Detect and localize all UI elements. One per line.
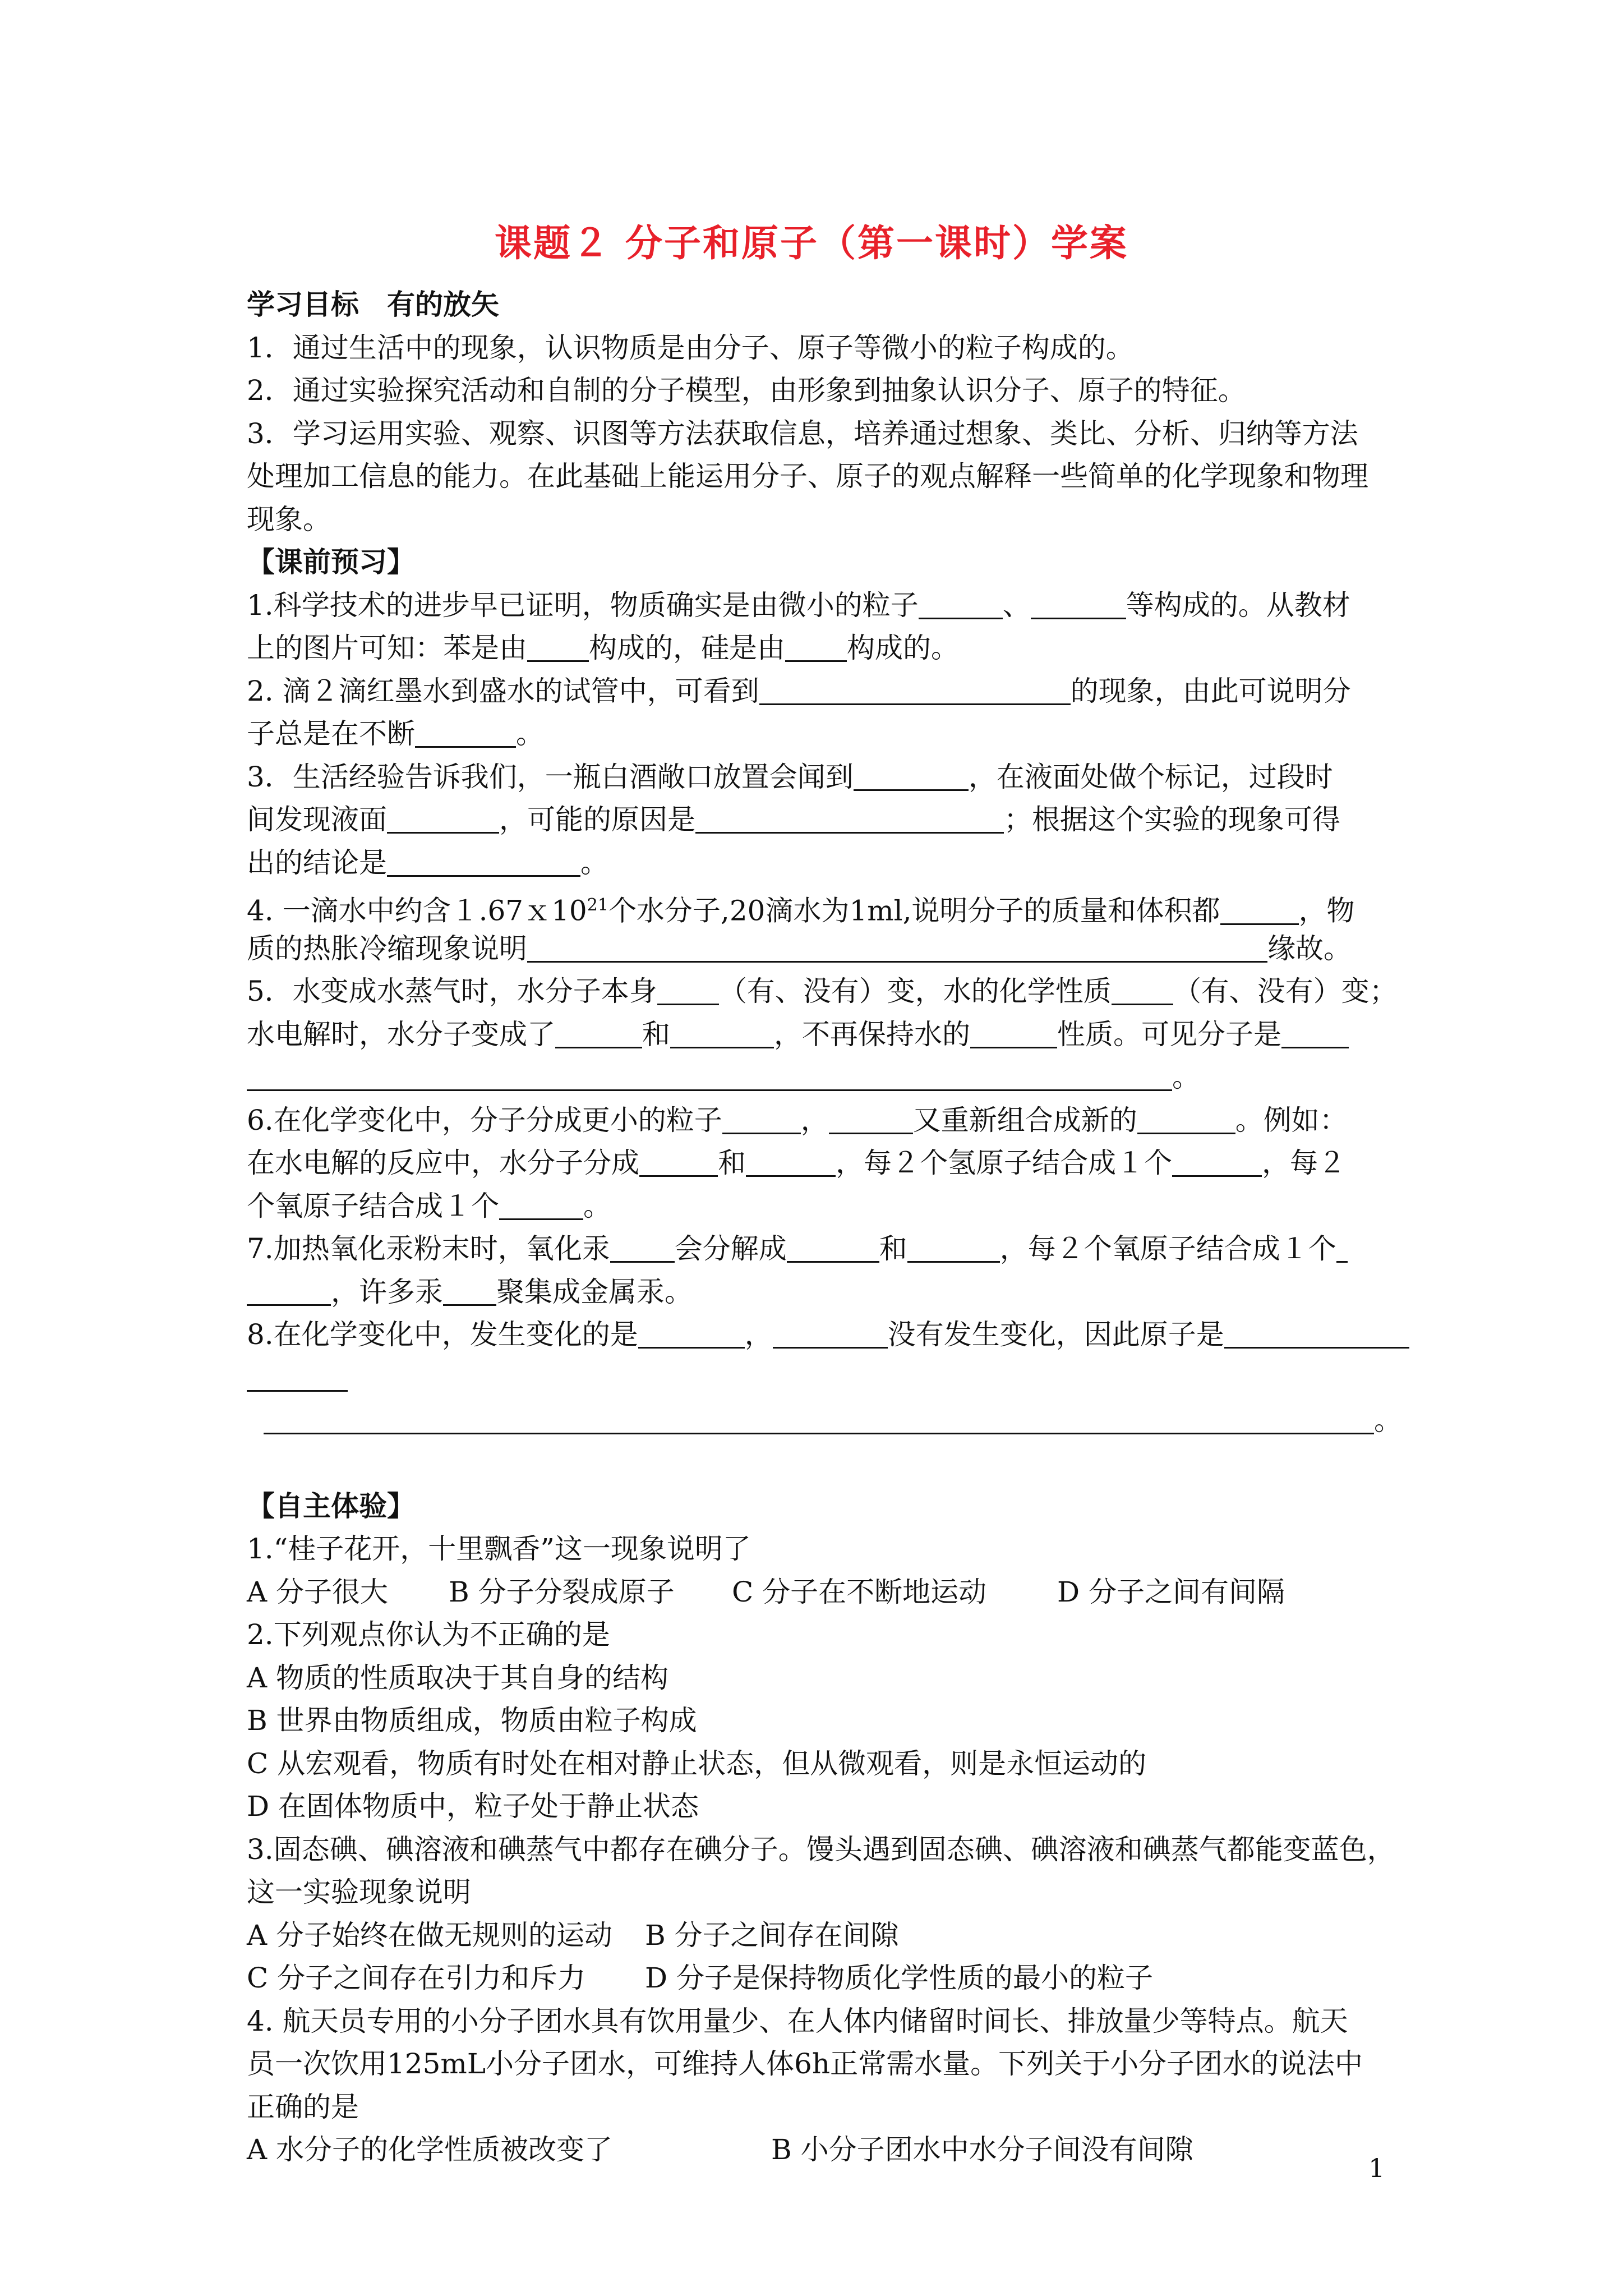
self-test-q3: 3.固态碘、碘溶液和碘蒸气中都存在碘分子。馒头遇到固态碘、碘溶液和碘蒸气都能变蓝色，: [247, 1833, 1395, 1866]
preview-q7-line1: [247, 1227, 1581, 1271]
answer-blank[interactable]: [695, 803, 1004, 834]
answer-blank[interactable]: [247, 1361, 348, 1392]
preview-q3-line1: [247, 756, 1581, 799]
question-text: 聚集成金属汞。: [496, 1275, 693, 1308]
question-text: 。例如：: [1235, 1103, 1348, 1137]
objective-line: 2．通过实验探究活动和自制的分子模型，由形象到抽象认识分子、原子的特征。: [247, 374, 1246, 407]
answer-blank[interactable]: [785, 631, 847, 662]
question-text: 。: [580, 846, 608, 879]
preview-q1-line1: [247, 584, 1581, 627]
question-text: 性质。可见分子是: [1057, 1018, 1281, 1051]
question-text: 构成的。: [847, 632, 959, 664]
option[interactable]: D 在固体物质中，粒子处于静止状态: [247, 1790, 699, 1823]
question-text: ，物: [1298, 894, 1355, 927]
answer-blank[interactable]: [387, 846, 580, 877]
self-test-q3-options-row2: [247, 1957, 1581, 2000]
answer-blank[interactable]: [247, 1275, 331, 1306]
question-text: （有、没有）变，水的化学性质: [718, 975, 1112, 1007]
preview-q8-line1: [247, 1313, 1581, 1356]
preview-heading: 【课前预习】: [247, 545, 415, 578]
page-number: 1: [1368, 2153, 1385, 2183]
question-text: 。: [1172, 1061, 1200, 1093]
question-text: ，每２个氧原子结合成１个: [999, 1232, 1336, 1265]
answer-blank[interactable]: [829, 1103, 913, 1134]
question-text: 质的热胀冷缩现象说明: [247, 932, 527, 965]
question-text: 间发现液面: [247, 803, 387, 836]
question-text: 会分解成: [674, 1232, 787, 1265]
answer-blank[interactable]: [670, 1018, 774, 1048]
question-text: 和: [718, 1147, 746, 1179]
document-body: [247, 283, 1581, 2171]
answer-blank[interactable]: [787, 1232, 879, 1263]
question-text: 4. 一滴水中约含１.67ｘ10: [247, 894, 587, 927]
question-text: ，: [800, 1103, 829, 1137]
question-text: 子总是在不断: [247, 717, 415, 750]
question-text: 构成的，硅是由: [589, 632, 785, 664]
preview-q4-line2: [247, 927, 1581, 970]
option[interactable]: B 小分子团水中水分子间没有间隙: [771, 2133, 1193, 2166]
question-text: 7.加热氧化汞粉末时，氧化汞: [247, 1232, 610, 1265]
self-test-q4-cont: 正确的是: [247, 2090, 359, 2123]
answer-blank[interactable]: [907, 1232, 1000, 1263]
preview-q6-line3: [247, 1185, 1581, 1228]
question-text: ，在液面处做个标记，过段时: [968, 760, 1333, 793]
question-text: 8.在化学变化中，发生变化的是: [247, 1318, 638, 1351]
answer-blank[interactable]: [527, 932, 1267, 963]
question-text: ，许多汞: [331, 1275, 443, 1308]
question-text: 水电解时，水分子变成了: [247, 1018, 555, 1051]
question-text: 的现象，由此可说明分: [1070, 674, 1351, 707]
question-text: 和: [642, 1018, 670, 1051]
self-test-q3-options-row1: [247, 1914, 1581, 1957]
answer-blank[interactable]: [610, 1232, 675, 1263]
answer-blank[interactable]: [555, 1018, 642, 1048]
preview-q1-line2: [247, 627, 1581, 670]
answer-blank[interactable]: [1172, 1146, 1262, 1177]
question-text: ，每２个氢原子结合成１个: [836, 1147, 1172, 1179]
answer-blank[interactable]: [1336, 1232, 1348, 1263]
preview-q2-line2: [247, 712, 1581, 756]
question-text: ，不再保持水的: [774, 1018, 970, 1051]
question-text: ，可能的原因是: [499, 803, 695, 836]
preview-q8-line3: [247, 1399, 1581, 1442]
preview-q8-line2: [247, 1356, 1581, 1400]
question-text: ，: [744, 1318, 773, 1351]
question-text: 等构成的。从教材: [1126, 588, 1350, 622]
preview-q6-line1: [247, 1099, 1581, 1142]
answer-blank[interactable]: [1220, 894, 1299, 925]
question-text: 6.在化学变化中，分子分成更小的粒子: [247, 1103, 722, 1137]
option[interactable]: B 世界由物质组成，物质由粒子构成: [247, 1704, 697, 1737]
option[interactable]: C 从宏观看，物质有时处在相对静止状态，但从微观看，则是永恒运动的: [247, 1747, 1147, 1780]
self-test-q4-cont: 员一次饮用125mL小分子团水，可维持人体6h正常需水量。下列关于小分子团水的说法中: [247, 2047, 1363, 2080]
preview-q3-line2: [247, 798, 1581, 841]
preview-q5-line2: [247, 1013, 1581, 1056]
answer-blank[interactable]: [415, 717, 516, 748]
question-text: 1.科学技术的进步早已证明，物质确实是由微小的粒子: [247, 588, 919, 622]
option[interactable]: B 分子分裂成原子: [449, 1575, 675, 1608]
objective-line: 现象。: [247, 503, 331, 536]
answer-blank[interactable]: [919, 588, 1003, 619]
answer-blank[interactable]: [527, 631, 589, 662]
option[interactable]: C 分子之间存在引力和斥力: [247, 1962, 586, 1994]
question-text: 个氧原子结合成１个: [247, 1189, 499, 1222]
preview-q5-line1: [247, 970, 1581, 1013]
preview-q5-line3: [247, 1056, 1581, 1099]
question-text: 没有发生变化，因此原子是: [887, 1318, 1224, 1351]
option[interactable]: B 分子之间存在间隙: [645, 1918, 899, 1952]
option[interactable]: A 分子很大: [247, 1575, 389, 1608]
self-test-q1-options: [247, 1571, 1581, 1614]
self-test-heading: 【自主体验】: [247, 1489, 415, 1522]
question-text: 、: [1002, 588, 1031, 622]
question-text: 。: [1374, 1404, 1402, 1437]
question-text: 和: [879, 1232, 907, 1265]
answer-blank[interactable]: [264, 1404, 1374, 1434]
preview-q2-line1: [247, 670, 1581, 713]
answer-blank[interactable]: [657, 974, 719, 1005]
answer-blank[interactable]: [1137, 1103, 1235, 1134]
preview-q7-line2: [247, 1271, 1581, 1314]
question-text: 缘故。: [1267, 932, 1352, 965]
question-text: 出的结论是: [247, 846, 387, 879]
option[interactable]: D 分子之间有间隔: [1057, 1575, 1285, 1608]
objective-line: 处理加工信息的能力。在此基础上能运用分子、原子的观点解释一些简单的化学现象和物理: [247, 460, 1368, 493]
preview-q4-line1: [247, 884, 1581, 927]
answer-blank[interactable]: [499, 1189, 583, 1220]
self-test-q3-cont: 这一实验现象说明: [247, 1876, 471, 1908]
objective-line: 1．通过生活中的现象，认识物质是由分子、原子等微小的粒子构成的。: [247, 331, 1134, 364]
answer-blank[interactable]: [387, 803, 499, 834]
preview-q3-line3: [247, 841, 1581, 885]
answer-blank[interactable]: [746, 1146, 836, 1177]
question-text: 2. 滴２滴红墨水到盛水的试管中，可看到: [247, 674, 759, 707]
answer-blank[interactable]: [759, 674, 1071, 705]
question-text: ；根据这个实验的现象可得: [1004, 803, 1340, 836]
question-text: 。: [516, 717, 544, 750]
document-title: 课题２ 分子和原子（第一课时）学案: [495, 221, 1128, 265]
answer-blank[interactable]: [970, 1018, 1057, 1048]
answer-blank[interactable]: [247, 1060, 1172, 1091]
preview-q6-line2: [247, 1142, 1581, 1185]
question-text: 在水电解的反应中，水分子分成: [247, 1147, 639, 1179]
self-test-q4: 4. 航天员专用的小分子团水具有饮用量少、在人体内储留时间长、排放量少等特点。航天: [247, 2004, 1348, 2037]
answer-blank[interactable]: [638, 1318, 745, 1349]
question-text: 3．生活经验告诉我们，一瓶白酒敞口放置会闻到: [247, 760, 854, 793]
question-text: 又重新组合成新的: [912, 1103, 1137, 1137]
option[interactable]: A 物质的性质取决于其自身的结构: [247, 1661, 669, 1694]
answer-blank[interactable]: [722, 1103, 801, 1134]
self-test-q1: 1.“桂子花开，十里飘香”这一现象说明了: [247, 1533, 751, 1565]
objectives-heading: 学习目标 有的放矢: [247, 288, 499, 321]
question-text: （有、没有）变；: [1173, 975, 1398, 1007]
question-text: 。: [583, 1189, 611, 1222]
exponent: 21: [587, 895, 608, 915]
option[interactable]: D 分子是保持物质化学性质的最小的粒子: [645, 1962, 1153, 1994]
answer-blank[interactable]: [1281, 1018, 1349, 1048]
answer-blank[interactable]: [773, 1318, 888, 1349]
question-text: 个水分子,20滴水为1ml,说明分子的质量和体积都: [608, 894, 1220, 927]
self-test-q2: 2.下列观点你认为不正确的是: [247, 1618, 610, 1651]
answer-blank[interactable]: [443, 1275, 496, 1306]
answer-blank[interactable]: [854, 760, 969, 791]
objective-line: 3．学习运用实验、观察、识图等方法获取信息，培养通过想象、类比、分析、归纳等方法: [247, 417, 1358, 450]
question-text: ，每２: [1262, 1147, 1346, 1179]
question-text: 5．水变成水蒸气时，水分子本身: [247, 975, 657, 1007]
answer-blank[interactable]: [1031, 588, 1126, 619]
answer-blank[interactable]: [639, 1146, 718, 1177]
option[interactable]: A 水分子的化学性质被改变了: [247, 2133, 613, 2166]
answer-blank[interactable]: [1224, 1318, 1409, 1349]
answer-blank[interactable]: [1112, 974, 1173, 1005]
option[interactable]: C 分子在不断地运动: [732, 1575, 987, 1608]
option[interactable]: A 分子始终在做无规则的运动: [247, 1918, 613, 1952]
question-text: 上的图片可知：苯是由: [247, 632, 527, 664]
